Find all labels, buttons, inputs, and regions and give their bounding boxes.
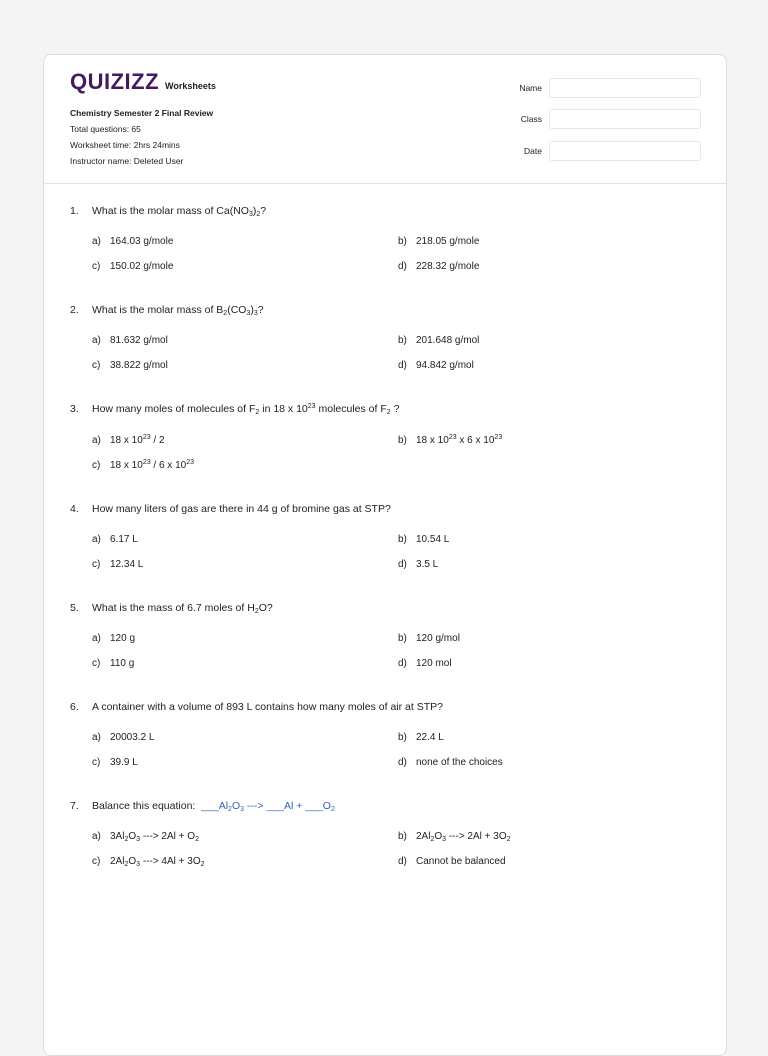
option-c[interactable]: c) 110 g bbox=[92, 658, 135, 669]
question-text: What is the molar mass of $Ca(NO_3)_2$? bbox=[92, 205, 267, 218]
instructor-name: Instructor name: Deleted User bbox=[70, 156, 184, 166]
option-b[interactable]: b) 218.05 g/mole bbox=[398, 236, 480, 247]
date-label: Date bbox=[524, 146, 542, 156]
question-number: 1. bbox=[70, 205, 79, 217]
question-text: Balance this equation: $\_\_\_Al_2O_3$ ---> ___Al + $\_\_\_O_2$ bbox=[92, 800, 335, 813]
class-field[interactable] bbox=[549, 109, 701, 129]
quizizz-logo bbox=[70, 69, 216, 95]
worksheet-page bbox=[43, 54, 727, 1056]
option-d[interactable]: d) 3.5 L bbox=[398, 559, 439, 570]
option-a[interactable]: a) 6.17 L bbox=[92, 534, 138, 545]
equation: $\_\_\_Al_2O_3$ ---> ___Al + $\_\_\_O_2$ bbox=[201, 800, 335, 813]
option-b[interactable]: b) 18 x $10^{23}$ x 6 x $10^{23}$ bbox=[398, 434, 503, 446]
option-d[interactable]: d) Cannot be balanced bbox=[398, 856, 506, 867]
option-c[interactable]: c) 12.34 L bbox=[92, 559, 144, 570]
worksheet-header bbox=[44, 55, 726, 184]
question-text: What is the molar mass of $B_2(CO_3)_3$? bbox=[92, 304, 264, 317]
option-b[interactable]: b) 10.54 L bbox=[398, 534, 450, 545]
option-b[interactable]: b) 201.648 g/mol bbox=[398, 335, 480, 346]
option-a[interactable]: a) 20003.2 L bbox=[92, 732, 155, 743]
date-field[interactable] bbox=[549, 141, 701, 161]
option-c[interactable]: c) 150.02 g/mole bbox=[92, 261, 174, 272]
name-field[interactable] bbox=[549, 78, 701, 98]
question-text: How many moles of molecules of $F_2$ in 18 x $10^{23}$ molecules of $F_2$ ? bbox=[92, 403, 400, 416]
class-label: Class bbox=[520, 114, 542, 124]
option-c[interactable]: c) 38.822 g/mol bbox=[92, 360, 168, 371]
option-a[interactable]: a) 81.632 g/mol bbox=[92, 335, 168, 346]
option-c[interactable]: c) $2Al_2O_3$ ---> $4Al + 3O_2$ bbox=[92, 856, 205, 868]
question-text: What is the mass of 6.7 moles of $H_2O$? bbox=[92, 602, 273, 615]
logo-wordmark: QUIZIZZ bbox=[70, 69, 160, 94]
option-a[interactable]: a) 120 g bbox=[92, 633, 136, 644]
total-questions: Total questions: 65 bbox=[70, 124, 141, 134]
logo-subtitle: Worksheets bbox=[165, 81, 216, 91]
worksheet-time: Worksheet time: 2hrs 24mins bbox=[70, 140, 180, 150]
option-d[interactable]: d) 228.32 g/mole bbox=[398, 261, 480, 272]
option-a[interactable]: a) 164.03 g/mole bbox=[92, 236, 174, 247]
worksheet-title: Chemistry Semester 2 Final Review bbox=[70, 108, 214, 118]
question-text: How many liters of gas are there in 44 g of bromine gas at STP? bbox=[92, 503, 391, 515]
question-text: A container with a volume of 893 L contains how many moles of air at STP? bbox=[92, 701, 443, 713]
worksheet-meta bbox=[70, 105, 213, 169]
option-b[interactable]: b) 120 g/mol bbox=[398, 633, 460, 644]
option-a[interactable]: a) 18 x $10^{23} / 2$ bbox=[92, 434, 165, 446]
name-label: Name bbox=[519, 83, 542, 93]
option-b[interactable]: b) 22.4 L bbox=[398, 732, 444, 743]
option-d[interactable]: d) 120 mol bbox=[398, 658, 452, 669]
option-d[interactable]: d) none of the choices bbox=[398, 757, 503, 768]
option-c[interactable]: c) 39.9 L bbox=[92, 757, 138, 768]
question-number: 7. bbox=[70, 800, 79, 812]
question-number: 6. bbox=[70, 701, 79, 713]
question-number: 4. bbox=[70, 503, 79, 515]
option-c[interactable]: c) 18 x $10^{23} / 6$ x $10^{23}$ bbox=[92, 459, 194, 471]
option-d[interactable]: d) 94.842 g/mol bbox=[398, 360, 474, 371]
question-number: 2. bbox=[70, 304, 79, 316]
question-number: 5. bbox=[70, 602, 79, 614]
question-number: 3. bbox=[70, 403, 79, 415]
option-a[interactable]: a) $3Al_2O_3$ ---> $2Al + O_2$ bbox=[92, 831, 199, 843]
option-b[interactable]: b) $2Al_2O_3$ ---> $2Al + 3O_2$ bbox=[398, 831, 511, 843]
